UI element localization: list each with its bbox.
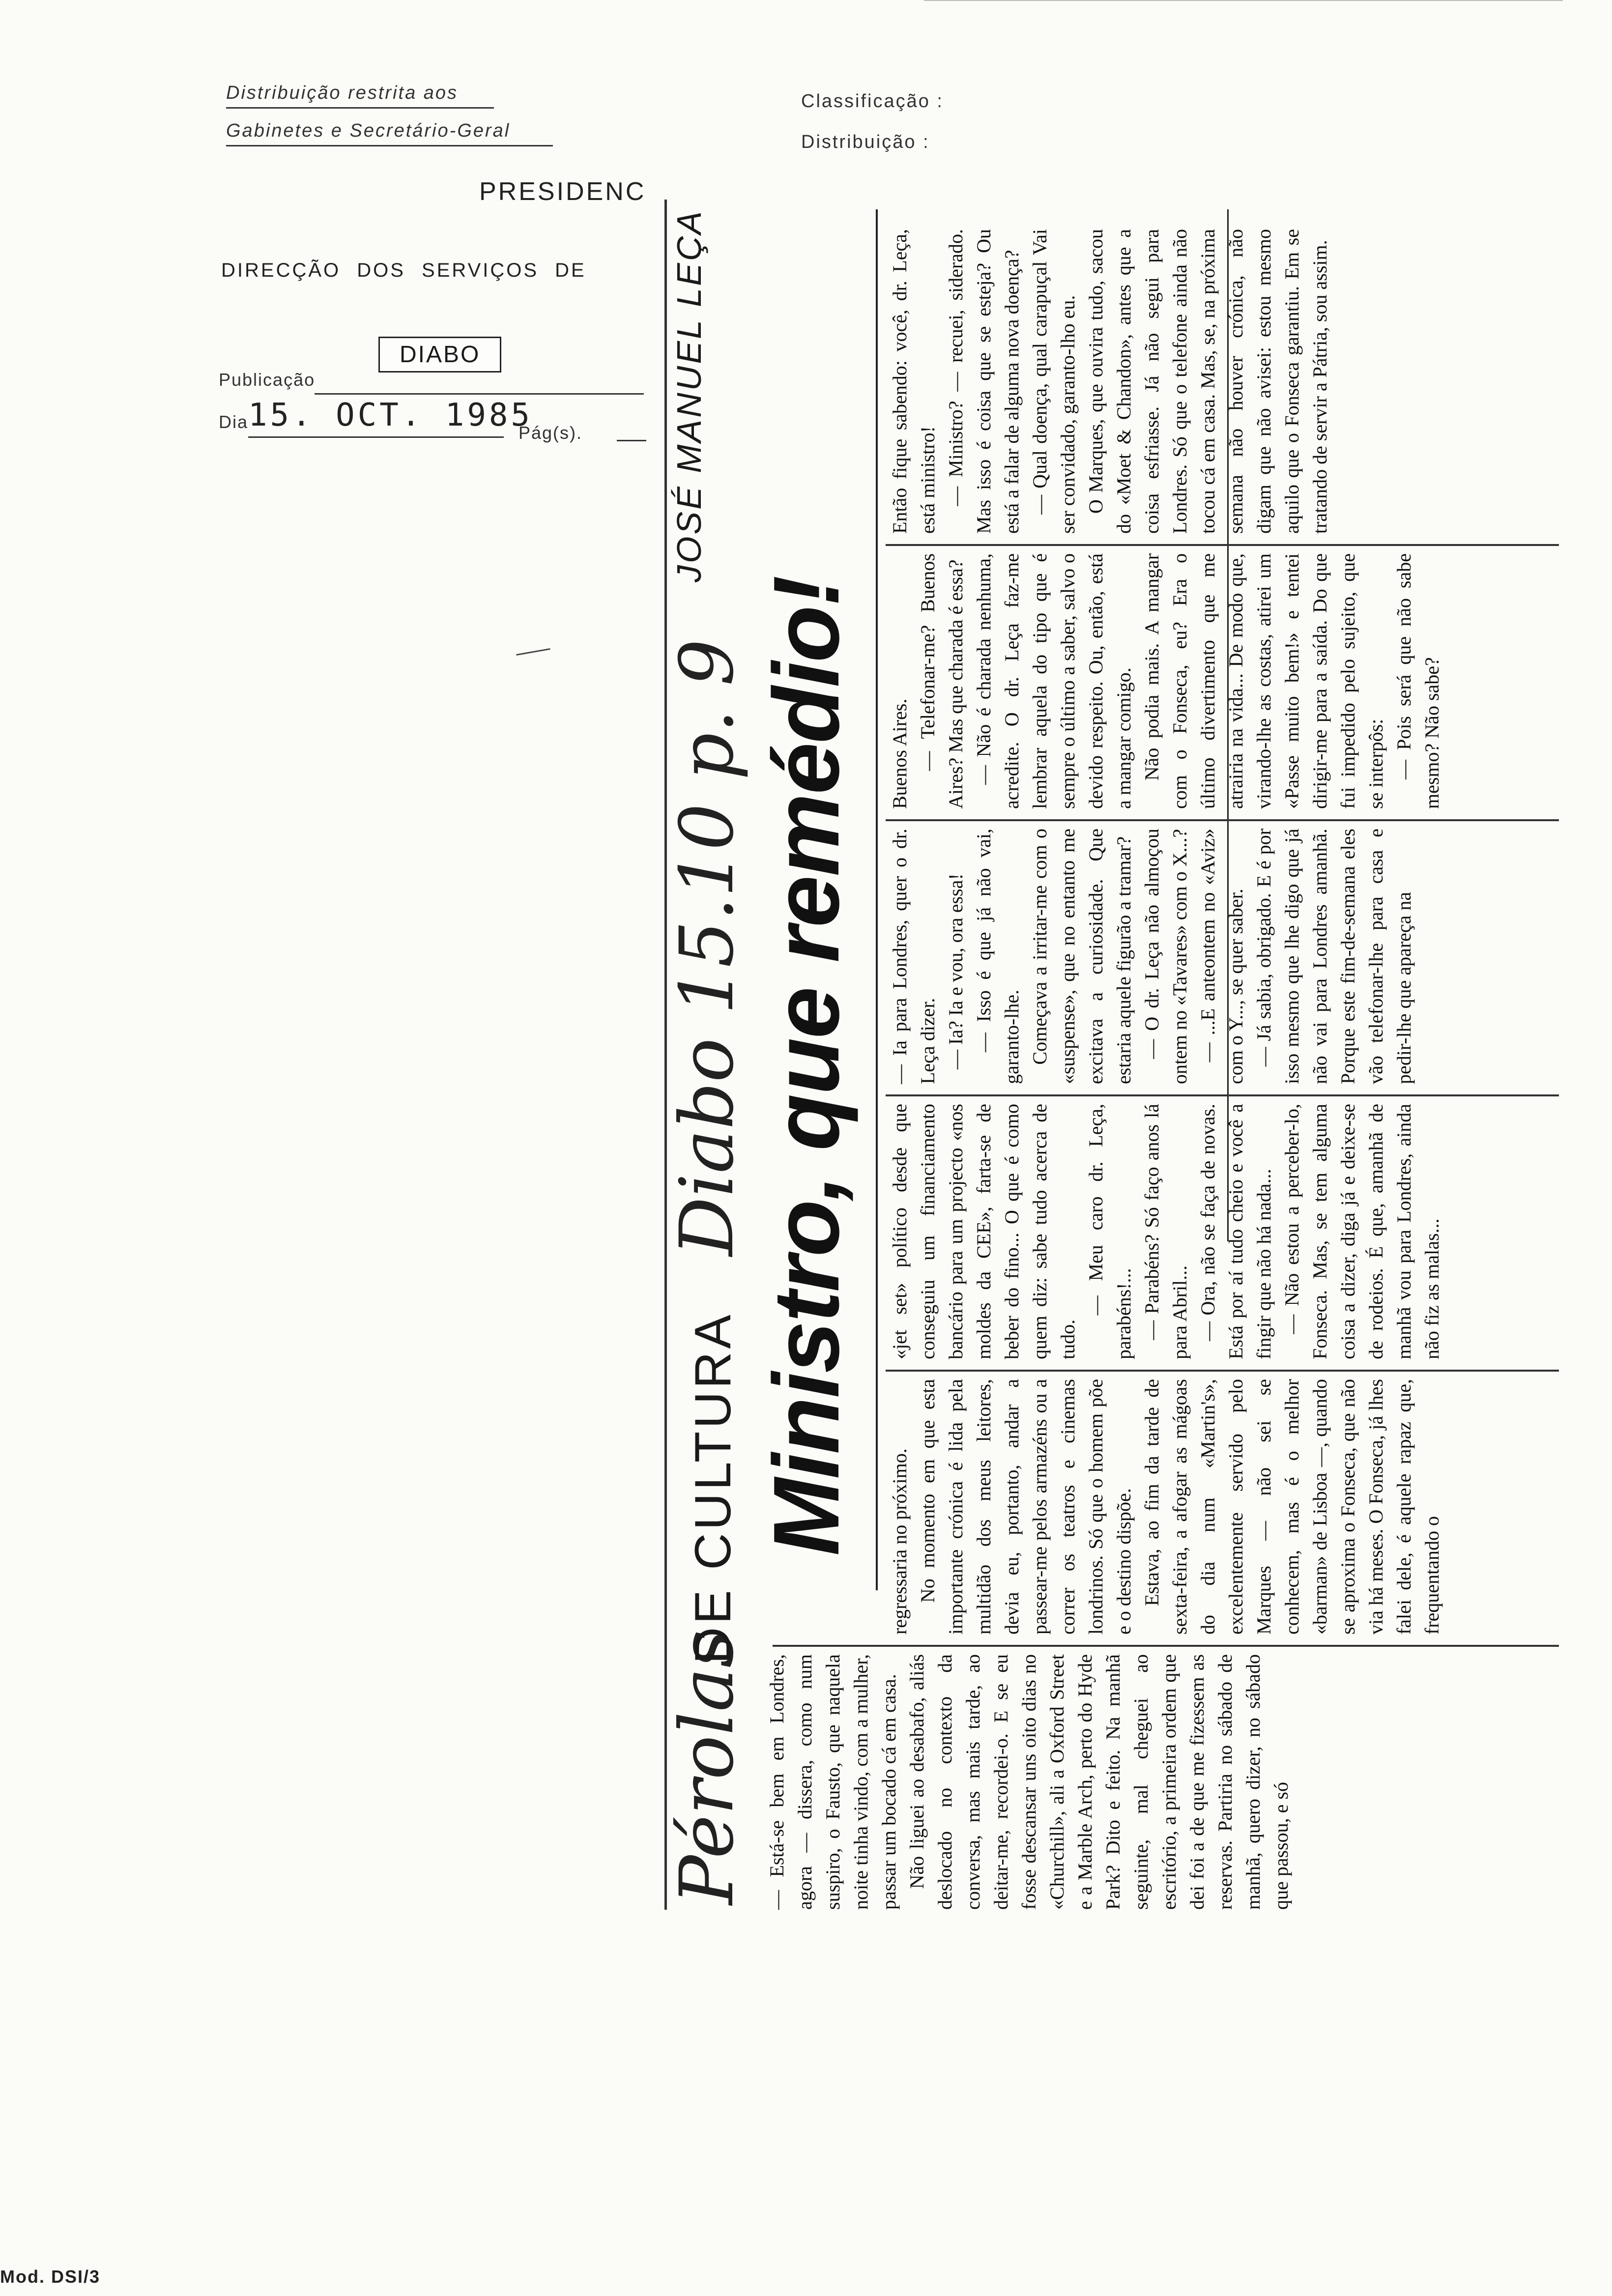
stray-mark (516, 648, 550, 656)
pages-label: Pág(s). (518, 423, 583, 443)
column-rule (886, 819, 1559, 821)
date-underline (248, 436, 504, 438)
column-rule (773, 1645, 1559, 1647)
section-name: DE CULTURA (685, 1312, 742, 1664)
date-stamp: 15. OCT. 1985 (248, 397, 533, 433)
divider (226, 145, 553, 146)
article-column: Buenos Aires. — Telefonar-me? Buenos Aires? Mas que charada é essa? — Não é charada nenhuma, acredite. O dr. Leça faz-me lembrar aquela do tipo que é sempre o último a saber, salvo o devido respeito. Ou, então, está a mangar comigo. Não podia mais. A mangar com o Fonseca, eu? Era o último divertimento que me atrairia na vida... De modo que, virando-lhe as costas, atirei um «Passe muito bem!» e tentei dirigir-me para a saída. Do que fui impedido pelo sujeito, que se interpôs: — Pois será que não sabe mesmo? Não sabe? (889, 553, 1443, 809)
article-column: Então fique sabendo: você, dr. Leça, está ministro! — Ministro? — recuei, siderado. Mas isso é coisa que se esteja? Ou está a falar de alguma nova doença? — Qual doença, qual carapuçal Vai ser convidado, garanto-lho eu. O Marques, que ouvira tudo, sacou do «Moet & Chandon», antes que a coisa esfriasse. Já não segui para Londres. Só que o telefone ainda não tocou cá em casa. Mas, se, na próxima semana não houver crónica, não digam que não avisei: estou mesmo aquilo que o Fonseca garantiu. Em se tratando de servir a Pátria, sou assim. (889, 229, 1331, 534)
article-author: JOSÉ MANUEL LEÇA (670, 209, 708, 583)
distribuicao-label: Distribuição : (801, 132, 930, 152)
article-column: «jet set» político desde que conseguiu um financiamento bancário para um projecto «nos moldes da CEE», farta-se de beber do fino... O que é como quem diz: sabe tudo acerca de tudo. — Meu caro dr. Leça, parabéns!... — Parabéns? Só faço anos lá para Abril... — Ora, não se faça de novas. Está por aí tudo cheio e você a fingir que não há nada... — Não estou a perceber-lo, Fonseca. Mas, se tem alguma coisa a dizer, diga já e deixe-se de rodeios. É que, amanhã de manhã vou para Londres, ainda não fiz as malas... (889, 1104, 1443, 1359)
publication-underline (315, 393, 644, 395)
article-column: regressaria no próximo. No momento em que esta importante crónica é lida pela multidão dos meus leitores, devia eu, portanto, andar a passear-me pelos armazéns ou a correr os teatros e cinemas londrinos. Só que o homem põe e o destino dispõe. Estava, ao fim da tarde de sexta-feira, a afogar as mágoas do dia num «Martin's», excelentemente servido pelo Marques — não sei se conhecem, mas é o melhor «barman» de Lisboa —, quando se aproxima o Fonseca, que não via há meses. O Fonseca, já lhes falei dele, é aquele rapaz que, frequentando o (889, 1378, 1443, 1635)
article-column: — Ia para Londres, quer o dr. Leça dizer. — Ia? Ia e vou, ora essa! — Isso é que já não vai, garanto-lhe. Começava a irritar-me com o «suspense», que no entanto me excitava a curiosidade. Que estaria aquele figurão a tramar? — O dr. Leça não almoçou ontem no «Tavares» com o X...? — ...E anteontem no «Aviz» com o Y..., se quer saber. — Já sabia, obrigado. E é por isso mesmo que lhe digo que já não vai para Londres amanhã. Porque este fim-de-semana eles vão telefonar-lhe para casa e pedir-lhe que apareça na (889, 828, 1415, 1084)
divider (226, 107, 494, 109)
presidency-heading: PRESIDENC (479, 177, 646, 206)
directorate-heading: DIRECÇÃO DOS SERVIÇOS DE (221, 259, 586, 281)
article-title: Ministro, que remédio! (754, 576, 859, 1556)
form-code: Mod. DSI/3 (0, 2267, 101, 2287)
newspaper-clipping (664, 200, 1569, 1910)
classificacao-label: Classificação : (801, 91, 944, 112)
title-rule (876, 209, 878, 1590)
pages-underline (617, 440, 646, 441)
scan-edge-line (924, 0, 1563, 1)
handwritten-reference: Diabo 15.10 p. 9 (664, 639, 750, 1256)
column-rule (886, 1370, 1559, 1372)
publication-name: DIABO (378, 337, 501, 373)
column-rule (886, 544, 1559, 546)
dia-label: Dia (219, 412, 249, 432)
publication-label: Publicação (219, 370, 316, 390)
section-signature: Pérolas (664, 1630, 750, 1905)
distribution-line-2: Gabinetes e Secretário-Geral (226, 120, 511, 141)
distribution-line-1: Distribuição restrita aos (226, 83, 459, 103)
article-column: — Está-se bem em Londres, agora — dissera, como num suspiro, o Fausto, que naquela noite tinha vindo, com a mulher, passar um bocado cá em casa. Não liguei ao desabafo, aliás deslocado no contexto da conversa, mas mais tarde, ao deitar-me, recordei-o. E se eu fosse descansar uns oito dias no «Churchill», ali a Oxford Street e a Marble Arch, perto do Hyde Park? Dito e feito. Na manhã seguinte, mal cheguei ao escritório, a primeira ordem que dei foi a de que me fizessem as reservas. Partiria no sábado de manhã, quero dizer, no sábado que passou, e só (766, 1654, 1292, 1910)
column-rule (886, 1094, 1559, 1096)
